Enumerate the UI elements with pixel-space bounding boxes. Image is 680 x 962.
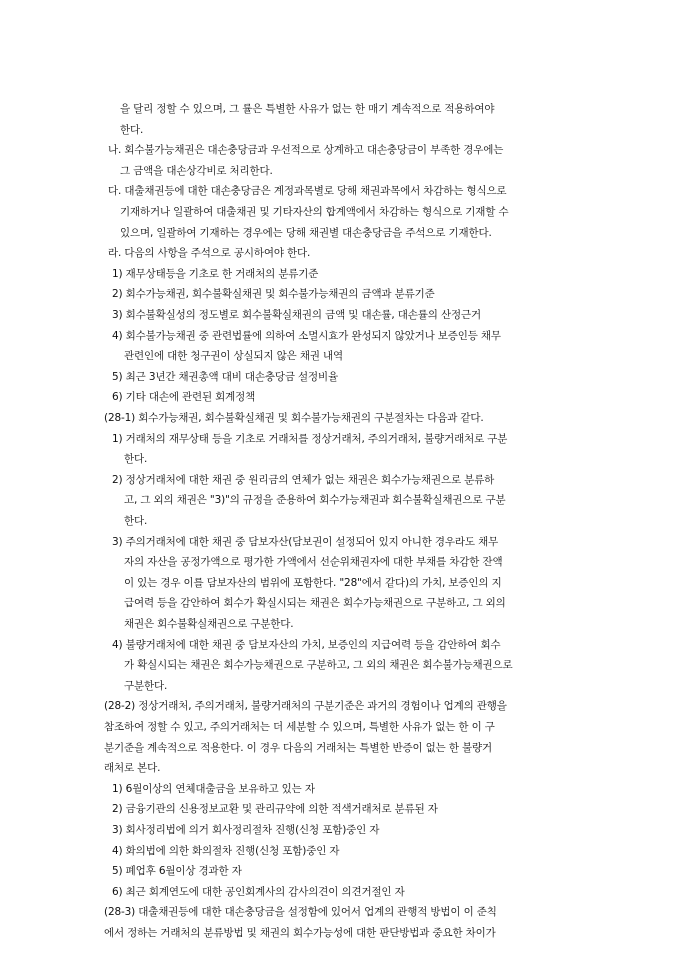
text-line: 5) 폐업후 6월이상 경과한 자 <box>112 865 242 878</box>
text-line: 구분한다. <box>124 679 168 692</box>
text-line: 1) 거래처의 재무상태 등을 기초로 거래처를 정상거래처, 주의거래처, 불량거래처로 구분 <box>112 432 508 445</box>
text-line: 라. 다음의 사항을 주석으로 공시하여야 한다. <box>108 247 311 260</box>
text-line: 채권은 회수불확실채권으로 구분한다. <box>124 618 294 630</box>
text-line: (28-2) 정상거래처, 주의거래처, 불량거래처의 구분기준은 과거의 경험이나 업계의 관행을 <box>104 700 507 713</box>
text-line: 4) 회수불가능채권 중 관련법률에 의하여 소멸시효가 완성되지 않았거나 보증인등 채무 <box>112 329 501 342</box>
text-line: 가 확실시되는 채권은 회수가능채권으로 구분하고, 그 외의 채권은 회수불가능채권으로 <box>124 659 513 672</box>
text-line: 한다. <box>124 453 148 466</box>
text-line: 3) 주의거래처에 대한 채권 중 담보자산(담보권이 설정되어 있지 아니한 경우라도 채무 <box>112 535 499 548</box>
text-line: 3) 회사정리법에 의거 회사정리절차 진행(신청 포함)중인 자 <box>112 824 380 836</box>
text-line: 급여력 등을 감안하여 회수가 확실시되는 채권은 회수가능채권으로 구분하고, 그 외의 <box>124 597 506 610</box>
text-line: 을 달리 정할 수 있으며, 그 률은 특별한 사유가 없는 한 매기 계속적으로 적용하여야 <box>120 103 495 115</box>
text-line: 기재하거나 일괄하여 대출채권 및 기타자산의 합계액에서 차감하는 형식으로 기재할 수 <box>120 206 509 218</box>
text-line: (28-3) 대출채권등에 대한 대손충당금을 설정함에 있어서 업계의 관행적 방법이 이 준칙 <box>104 906 497 919</box>
text-line: 2) 회수가능채권, 회수불확실채권 및 회수불가능채권의 금액과 분류기준 <box>112 288 435 301</box>
text-line: 자의 자산을 공정가액으로 평가한 가액에서 선순위채권자에 대한 부채를 차감한 잔액 <box>124 556 503 569</box>
text-line: 1) 6월이상의 연체대출금을 보유하고 있는 자 <box>112 782 315 795</box>
text-line: 2) 금융기관의 신용정보교환 및 관리규약에 의한 적색거래처로 분류된 자 <box>112 803 438 816</box>
text-line: 있으며, 일괄하여 기재하는 경우에는 당해 채권별 대손충당금을 주석으로 기재한다. <box>120 226 492 239</box>
text-line: 에서 정하는 거래처의 분류방법 및 채권의 회수가능성에 대한 판단방법과 중요한 차이가 <box>104 927 496 939</box>
text-line: 6) 최근 회계연도에 대한 공인회계사의 감사의견이 의견거절인 자 <box>112 885 405 898</box>
text-line: (28-1) 회수가능채권, 회수불확실채권 및 회수불가능채권의 구분절차는 다음과 같다. <box>104 412 484 424</box>
text-line: 1) 재무상태등을 기초로 한 거래처의 분류기준 <box>112 267 319 280</box>
text-line: 4) 화의법에 의한 화의절차 진행(신청 포함)중인 자 <box>112 844 340 857</box>
text-line: 한다. <box>120 123 144 136</box>
text-line: 나. 회수불가능채권은 대손충당금과 우선적으로 상계하고 대손충당금이 부족한 경우에는 <box>108 144 504 157</box>
text-line: 5) 최근 3년간 채권총액 대비 대손충당금 설정비율 <box>112 370 338 383</box>
text-line: 3) 회수불확실성의 정도별로 회수불확실채권의 금액 및 대손률, 대손률의 산정근거 <box>112 309 481 321</box>
text-line: 이 있는 경우 이를 담보자산의 범위에 포함한다. "28"에서 같다)의 가치, 보증인의 지 <box>124 576 502 589</box>
text-line: 6) 기타 대손에 관련된 회계정책 <box>112 391 256 404</box>
text-line: 한다. <box>124 515 148 527</box>
text-line: 4) 불량거래처에 대한 채권 중 담보자산의 가치, 보증인의 지급여력 등을 감안하여 회수 <box>112 638 501 651</box>
text-line: 관련인에 대한 청구권이 상실되지 않은 채권 내역 <box>124 350 343 363</box>
text-line: 분기준을 계속적으로 적용한다. 이 경우 다음의 거래처는 특별한 반증이 없는 한 불량거 <box>104 741 493 754</box>
text-line: 참조하여 정할 수 있고, 주의거래처는 더 세분할 수 있으며, 특별한 사유가 없는 한 이 구 <box>104 721 495 733</box>
text-line: 다. 대출채권등에 대한 대손충당금은 계정과목별로 당해 채권과목에서 차감하는 형식으로 <box>108 185 507 198</box>
text-line: 래처로 본다. <box>104 762 161 775</box>
text-line: 2) 정상거래처에 대한 채권 중 원리금의 연체가 없는 채권은 회수가능채권으로 분류하 <box>112 473 495 486</box>
text-line: 고, 그 외의 채권은 "3)"의 규정을 준용하여 회수가능채권과 회수불확실채권으로 구분 <box>124 494 506 507</box>
text-line: 그 금액을 대손상각비로 처리한다. <box>120 164 273 177</box>
